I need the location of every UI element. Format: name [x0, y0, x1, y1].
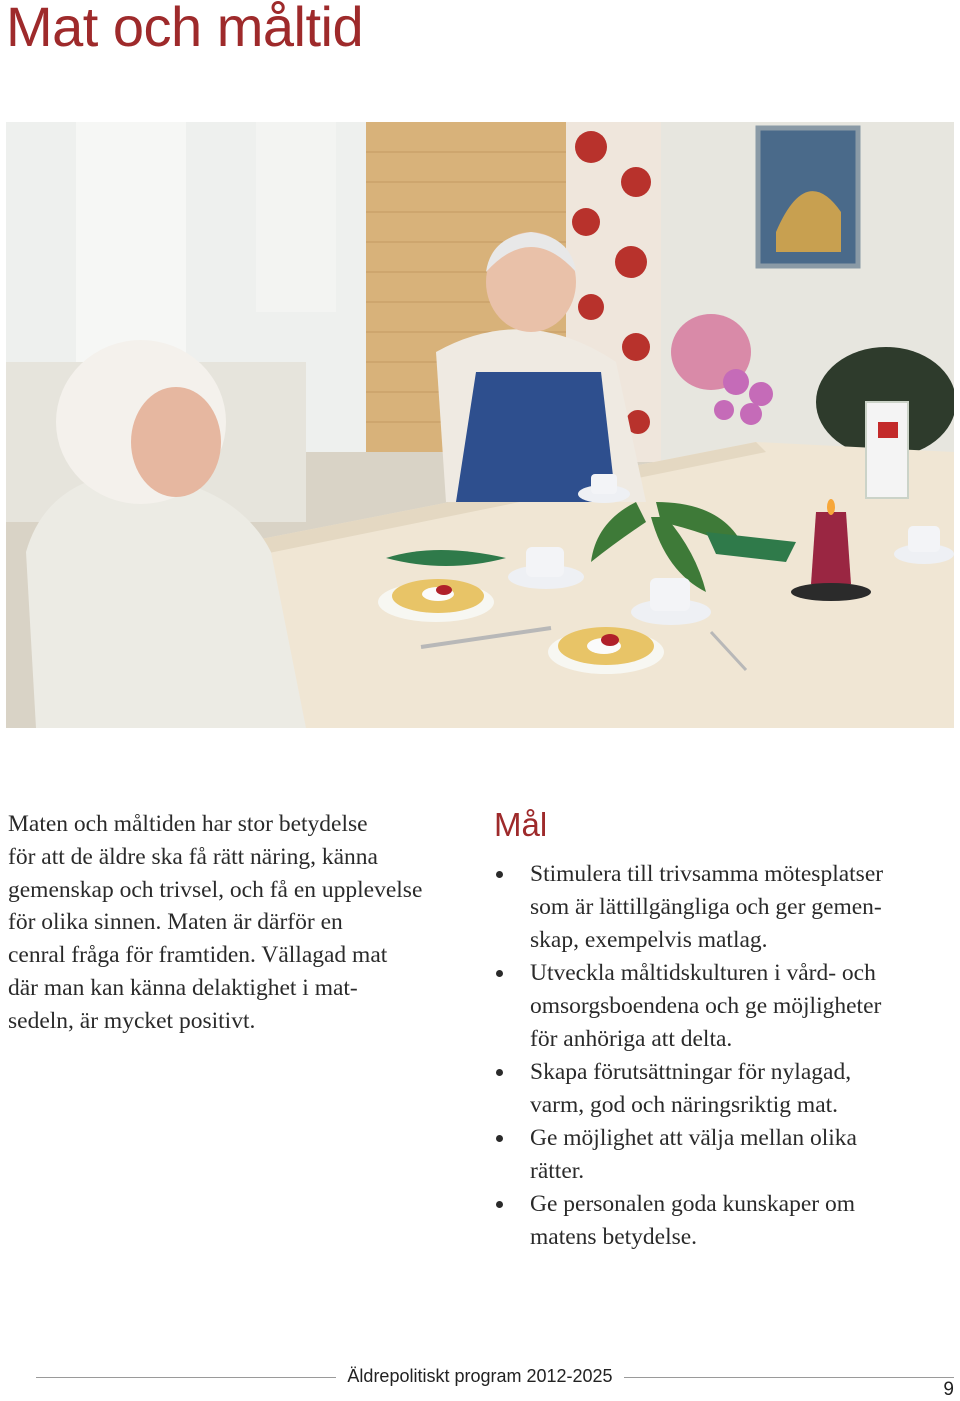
goal-item: Stimulera till trivsamma mötesplatser som är lättillgängliga och ger gemen- skap, exempelvis matlag. [494, 858, 939, 957]
page-number: 9 [943, 1379, 954, 1400]
goal-item: Skapa förutsättningar för nylagad, varm, god och näringsriktig mat. [494, 1056, 939, 1122]
intro-paragraph: Maten och måltiden har stor betydelse för att de äldre ska få rätt näring, känna gemenskap och trivsel, och få en upplevelse för olika sinnen. Maten är därför en cenral fråga för framtiden. Vällagad mat där man kan känna delaktighet i mat- sedeln, är mycket positivt. [8, 811, 423, 1034]
goals-list [494, 858, 939, 1254]
goal-item: Ge personalen goda kunskaper om matens betydelse. [494, 1188, 939, 1254]
footer-title: Äldrepolitiskt program 2012-2025 [0, 1366, 960, 1387]
goal-item: Utveckla måltidskulturen i vård- och omsorgsboendena och ge möjligheter för anhöriga att delta. [494, 957, 939, 1056]
goal-item: Ge möjlighet att välja mellan olika rätter. [494, 1122, 939, 1188]
page-title: Mat och måltid [6, 0, 364, 58]
goals-heading: Mål [494, 806, 548, 843]
photo-elderly-women-at-table [6, 122, 954, 728]
